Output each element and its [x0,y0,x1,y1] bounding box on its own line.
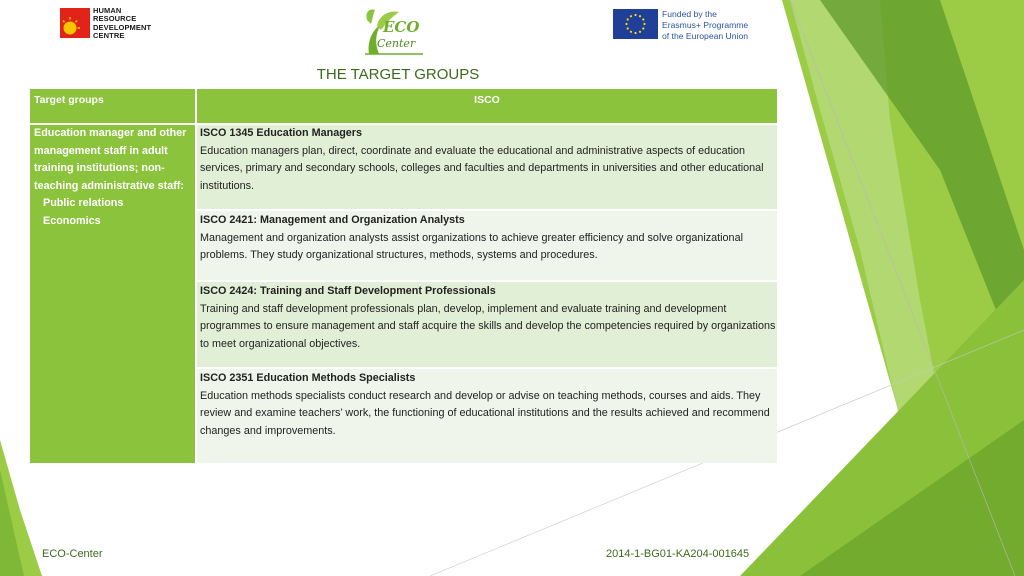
eu-line-1: Funded by the [662,9,717,19]
hrdc-line-1: HUMAN [93,6,122,15]
eu-line-3: of the European Union [662,30,749,41]
isco-code: ISCO 2421: Management and Organization Analysts [200,214,465,226]
footer-project-name: ECO-Center [42,548,103,560]
eu-line-2: Erasmus+ Programme [662,19,749,30]
eu-flag-icon [613,9,658,39]
isco-code: ISCO 1345 Education Managers [200,127,363,139]
target-group-line-3: training institutions; non- [34,162,165,175]
isco-description: Education methods specialists conduct research and develop or advise on teaching methods, courses and aids. They review and examine teachers’ work, the functioning of educational institutions and the results achieved and recommend changes and improvements. [200,389,770,437]
isco-description: Training and staff development professionals plan, develop, implement and evaluate training and development programmes to ensure management and staff acquire the skills and develop the competencies required by organizations to meet organizational objectives. [200,302,776,350]
hrdc-line-3: DEVELOPMENT [93,22,152,32]
footer-project-number: 2014-1-BG01-KA204-001645 [606,548,750,560]
eco-center-logo [363,6,429,58]
target-group-line-4: teaching administrative staff: [34,179,184,192]
target-group-cell [30,125,195,463]
isco-code: ISCO 2424: Training and Staff Development Professionals [200,285,496,297]
hrdc-logo [60,6,170,40]
erasmus-logo [613,8,763,40]
isco-description: Management and organization analysts assist organizations to achieve greater efficiency and solve organizational problems. They study organizational structures, methods, systems and procedures. [200,231,743,261]
isco-description: Education managers plan, direct, coordinate and evaluate the educational and administrative aspects of education services, primary and secondary schools, colleges and faculties and departments in universities and other educational institutions. [200,144,764,192]
target-groups-table [30,89,777,463]
header-isco: ISCO [197,89,777,123]
target-group-sub-economics: Economics [43,214,101,227]
slide-title: THE TARGET GROUPS [316,66,480,83]
hrdc-logo-text [93,7,151,41]
isco-row-2351 [197,369,777,463]
target-group-line-1: Education manager and other [34,127,187,139]
erasmus-logo-text [662,9,748,41]
center-logo-word: Center [377,37,416,50]
isco-code: ISCO 2351 Education Methods Specialists [200,372,416,384]
hrdc-line-2: RESOURCE [93,14,137,24]
header-target-groups: Target groups [30,89,195,123]
hrdc-logo-icon [60,8,90,38]
isco-row-1345 [197,125,777,209]
isco-row-2424 [197,282,777,367]
isco-row-2421 [197,211,777,280]
eco-logo-word: ECO [383,18,420,36]
target-group-sub-public-relations: Public relations [43,197,124,210]
hrdc-line-4: CENTRE [93,31,125,41]
target-group-line-2: management staff in adult [34,144,168,157]
